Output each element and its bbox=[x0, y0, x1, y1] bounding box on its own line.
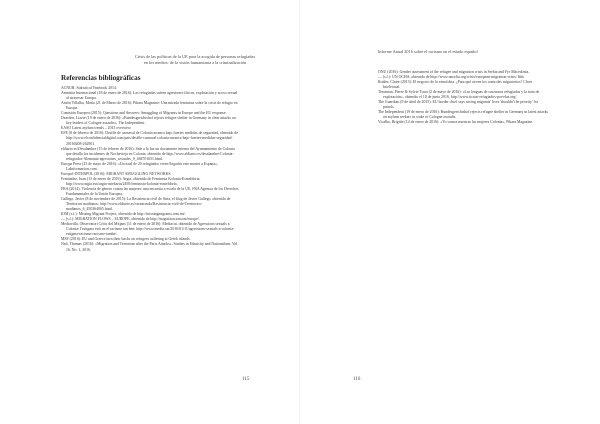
right-page bbox=[300, 0, 600, 424]
reference-item: MSF (2016): EU and Greece turn their backs on refugees suffering at Greek islands. bbox=[61, 237, 191, 242]
reference-item: — (s.f.): MIGRATION FLOWS – EUROPE, obtenido de http://migration.iom.int/europe/. bbox=[61, 217, 201, 222]
left-running-head bbox=[120, 54, 270, 65]
reference-item: Europol-INTERPOL (2016): MIGRANT SMUGGLING NETWORKS. bbox=[61, 171, 172, 176]
running-head-line: Crisis de las políticas de la UE para la acogida de personas refugiadas bbox=[134, 54, 256, 59]
reference-item: ONU (2016): Gender assessment of the refugee and migration crisis in Serbia and Fyr Macedonia. bbox=[378, 70, 530, 74]
reference-item: Rodier, Claire (2013): El negocio de la xenofobia. ¿Para qué sirven los controles migratorios? Clave Intelectual. bbox=[378, 80, 533, 90]
reference-item: Mediavilla, Observatori Crític del Mitjans (11 de enero de 2016): Mediacat, obtenido de Agressions sexuals a Colonia: l'estigma està en el racisme tan ben: http://www.media.cat/2016/01/11/agressions-sexuals-a-colonia-estigma-racisme-racismo-tambe/. bbox=[61, 222, 235, 237]
reference-item: The Guardian (9 de abril de 2015): EU border chief says saving migrants' lives 'shouldn't be priority' for patrols. bbox=[378, 100, 539, 110]
reference-item: Antón Villalba, María (21 de Marzo de 2016): Pikara Magazine: Una mirada feminista sobre la crisis de refugio en Europa. bbox=[61, 101, 238, 111]
reference-item: Europa Press (23 de mayo de 2016): «Un total de 20 refugiados viven llegados este martes a Espana», LaInformacion.com. bbox=[61, 161, 218, 171]
right-running-head: Informe Anual 2016 sobre el racismo en el estado español bbox=[378, 49, 478, 54]
left-reference-list bbox=[61, 86, 240, 253]
reference-item: Dearden, Lizzie (19 de enero de 2016): «Bundesgerichtshof rejects refugee shelter in Germany in clear attacks on key leaders of Cologne assaults», The Independent. bbox=[61, 116, 236, 126]
page-number: 116 bbox=[353, 377, 361, 382]
reference-item: Nail, Thomas (2016): «Migration and Terrorism after the Paris Attacks», Studies in Ethnicity and Nationalism, Vol. 16, No. 1, 2016. bbox=[61, 242, 239, 252]
running-head-line: en los medios: de la visión humanitaria a la criminalización bbox=[143, 59, 247, 65]
reference-item: The Independent (19 de enero de 2016): Bundesgerichtshof rejects refugee shelter in Germany in latest attacks on asylum seekers in wake of Cologne assaults. bbox=[378, 110, 549, 120]
reference-item: Terranian, Pierre & Sylvie Truot (2 de mayo de 2016): «Las lenguas de cruzarnos refugiadas y la trata de explotación», obtenido el 10 de junio 2016, http://www.ticsiat-refugiados-por-elas.org/. bbox=[378, 90, 540, 100]
reference-item: Comisión Europea (2015): Questions and Answers: Smuggling of Migrants in Europe and the EU response. bbox=[61, 111, 227, 116]
section-title: Referencias bibliográficas bbox=[61, 74, 141, 82]
reference-item: — (s.f.): UN OCHA, obtenido de http://www.unocha.org/crisis/european-migration-crisis/ bbb. bbox=[378, 75, 525, 80]
page-number: 115 bbox=[242, 377, 250, 382]
reference-item: FRA (2014): Violencia de género contra las mujeres: una encuesta a escala de la UE, FRA Agencia de los Derechos Fundamentales de la Unión Europea. bbox=[61, 186, 239, 196]
reference-item: ACNUR: Statistical Yearbook 2014. bbox=[61, 86, 117, 90]
reference-item: EASO Latest asylum trends – 2015 overview. bbox=[61, 126, 132, 131]
reference-item: Amnistía Internacional (18 de enero de 2016): Las refugiadas sufren agresiones físicas, explotación y acoso sexual al atravesar Europa. bbox=[61, 91, 238, 101]
reference-item: IOM (s.f.): Missing Migrant Project, obtenido de http://missingmigrants.iom.int/. bbox=[61, 212, 186, 217]
reference-item: Gallego, Javier (8 de noviembre de 2015): La Resistencia civil de Siria, el blog de Javier Gallego, obtenido de Territorios madianos: http://www.eldiario.es/carnecruda/Resistencia-civil-de-Territorios-madianos_6_450364065.html. bbox=[61, 197, 231, 212]
reference-item: Fernández, Juan (13 de enero de 2016): Argia, obtenido de Feminista Kolonia-Esmeldoria: http://www.argia.eus/argia-astekaria/2495/feminista-kolonia-esmeldoria. bbox=[61, 176, 201, 186]
right-reference-list bbox=[378, 70, 550, 126]
reference-item: Vicalbo, Brigitte (14 de enero de 2016): «Yo somos nuestras las mujeres Colonia», Pikara Magazine. bbox=[378, 120, 534, 125]
reference-item: EFE (8 de febrero de 2016): Desfile de carnaval de Colonia arranca bajo fuertes medidas de seguridad, obtenido de http://www.elconfidencialdigital.com/pais/desfile-carnaval-colonia-arranca-bajo-fuertes-medidas-seguridad-20160208-262901. bbox=[61, 131, 239, 146]
reference-item: eldiario.es/Desalambre (15 de febrero de 2016): Sale a la luz un documento interno del Ayuntamiento de Colonia que detalla los incidentes de Nochevieja en Colonia, obtenido de http://www.eldiario.es/desalambre/Colonia-refugiados-Alemania-agresiones_sexuales_0_484701651.html. bbox=[61, 146, 235, 161]
